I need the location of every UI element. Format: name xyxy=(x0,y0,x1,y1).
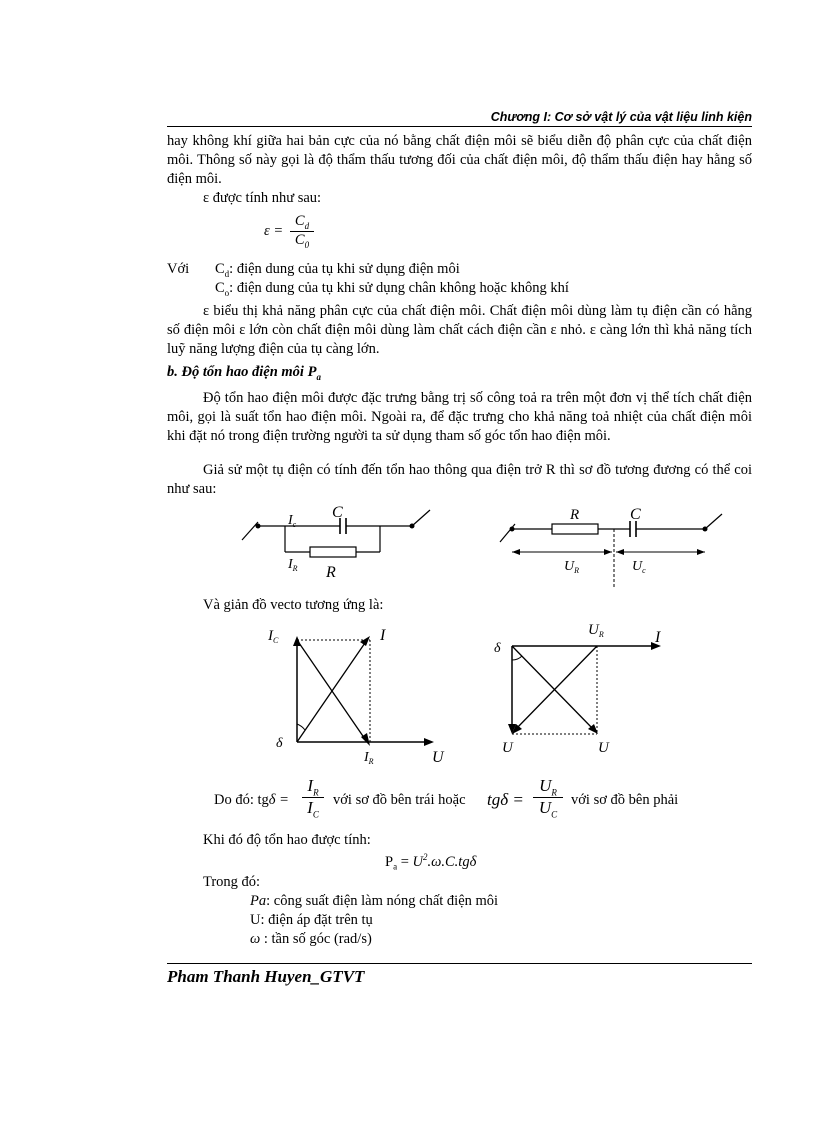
circuit-left-r-label: R xyxy=(326,564,336,581)
vector-right-u1-label: U xyxy=(502,740,513,756)
tg-fraction-right xyxy=(533,776,563,820)
tg-fraction-left xyxy=(302,776,324,820)
circuit-right-c-label: C xyxy=(630,506,641,523)
vector-left-ir-label: $I_R$ xyxy=(364,750,374,766)
definition-omega: ω : tần số góc (rad/s) xyxy=(250,931,372,947)
with-label: Với xyxy=(167,261,190,277)
vector-right-ur-label: $U_R$ xyxy=(588,622,604,639)
loss-intro: Khi đó độ tổn hao được tính: xyxy=(203,832,371,848)
vector-right-delta-label: δ xyxy=(494,641,501,656)
vector-diagram-right xyxy=(490,620,690,770)
footer-rule xyxy=(167,963,752,964)
where-label: Trong đó: xyxy=(203,874,261,890)
circuit-right xyxy=(490,500,730,590)
vector-left-ic-label: $I_C$ xyxy=(268,628,279,645)
circuit-left xyxy=(240,500,440,580)
vector-left-i-label: I xyxy=(380,627,386,644)
section-b-heading: b. Độ tổn hao điện môi $P_a$ xyxy=(167,364,321,382)
header-rule xyxy=(167,126,752,127)
paragraph-3: Độ tổn hao điện môi được đặc trưng bằng trị số công toả ra trên một đơn vị thể tích chất điện môi, gọi là suất tổn hao điện môi. Ngoài ra, để đặc trưng cho khả năng toả nhiệt của chất điện môi khi đặt nó trong điện trường người ta sử dụng tham số góc tổn hao điện môi. xyxy=(167,390,752,444)
circuit-right-uc-label: $U_c$ xyxy=(632,559,646,575)
vector-left-delta-label: δ xyxy=(276,736,283,751)
paragraph-1: hay không khí giữa hai bản cực của nó bằng chất điện môi sẽ biểu diễn độ phân cực của chất điện môi. Thông số này gọi là độ thẩm thấu tương đối của chất điện môi, độ thẩm thấu điện hay hằng số điện môi. xyxy=(167,133,752,187)
left-diagram-text: với sơ đồ bên trái hoặc xyxy=(333,792,466,808)
epsilon-fraction xyxy=(290,213,314,250)
tg-right-numerator: $U_R$ xyxy=(539,776,557,798)
circuit-left-c-label: C xyxy=(332,504,343,521)
tg-right-denominator: $U_C$ xyxy=(533,797,563,819)
epsilon-intro: ε được tính như sau: xyxy=(203,190,322,206)
epsilon-lhs: ε = xyxy=(264,223,284,239)
vector-left-u-label: U xyxy=(432,749,444,766)
page-header: Chương I: Cơ sở vật lý của vật liệu linh kiện xyxy=(490,110,752,124)
circuit-left-ic-label: $I_c$ xyxy=(288,513,297,529)
tg-left-numerator: $I_R$ xyxy=(307,776,319,798)
epsilon-numerator: $C_d$ xyxy=(294,213,310,231)
circuit-left-ir-label: $I_R$ xyxy=(288,557,298,573)
do-do-text: Do đó: tgδ = xyxy=(214,792,289,808)
definition-cd: $C_d$: điện dung của tụ khi sử dụng điện môi xyxy=(215,261,460,279)
tg-left-denominator: $I_C$ xyxy=(302,797,324,819)
vector-right-u2-label: U xyxy=(598,740,609,756)
definition-pa: Pa: công suất điện làm nóng chất điện môi xyxy=(250,893,499,909)
paragraph-4: Giả sử một tụ điện có tính đến tổn hao thông qua điện trở R thì sơ đồ tương đương có thể coi như sau: xyxy=(167,462,752,497)
definition-co: $C_o$: điện dung của tụ khi sử dụng chân không hoặc không khí xyxy=(215,280,569,298)
circuit-right-r-label: R xyxy=(570,507,580,523)
vector-right-i-label: I xyxy=(655,629,661,646)
vector-diagram-left xyxy=(260,620,460,770)
pa-formula: $P_a = U^2.\omega.C.tg\delta$ xyxy=(385,852,477,872)
definition-u: U: điện áp đặt trên tụ xyxy=(250,912,373,928)
tg-right-lhs: tgδ = xyxy=(487,790,524,809)
epsilon-denominator: $C_0$ xyxy=(290,231,314,250)
paragraph-2: ε biểu thị khả năng phân cực của chất điện môi. Chất điện môi dùng làm tụ điện cần có hằng số điện môi ε lớn còn chất điện môi dùng làm chất cách điện cần ε nhỏ. ε càng lớn thì khả năng tích luỹ năng lượng điện của tụ càng lớn. xyxy=(167,303,752,357)
vector-diagram-intro: Và giản đồ vecto tương ứng là: xyxy=(203,597,384,613)
footer-author: Pham Thanh Huyen_GTVT xyxy=(167,967,365,986)
right-diagram-text: với sơ đồ bên phải xyxy=(571,792,679,808)
circuit-right-ur-label: $U_R$ xyxy=(564,559,580,575)
